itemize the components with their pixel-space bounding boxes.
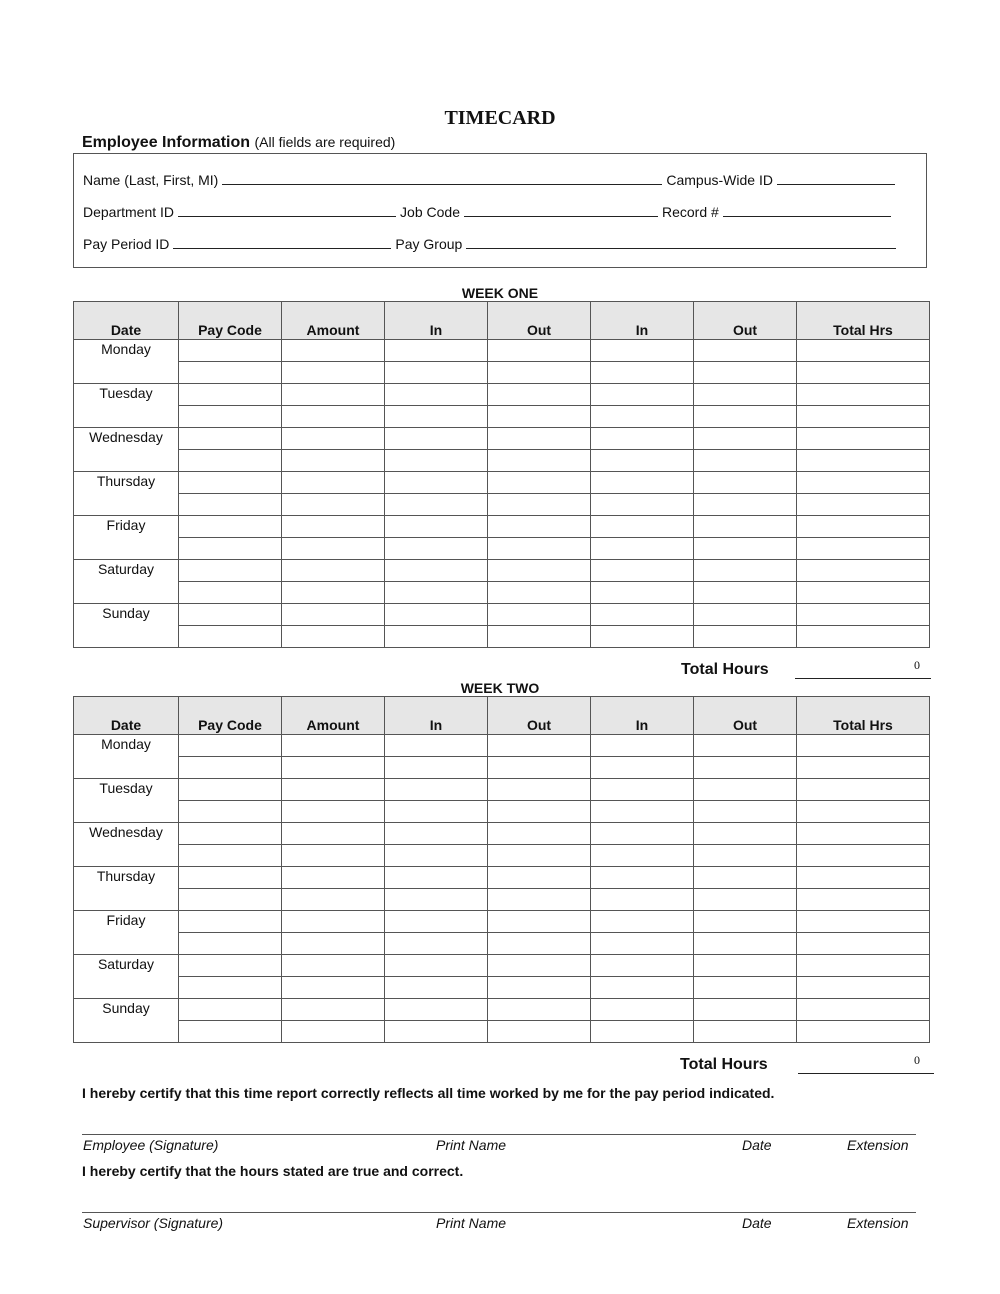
entry-cell[interactable] bbox=[488, 735, 591, 757]
table-row bbox=[74, 362, 930, 384]
record-field[interactable] bbox=[723, 204, 891, 217]
entry-cell[interactable] bbox=[282, 626, 385, 648]
week-two-table bbox=[73, 696, 930, 1043]
entry-cell[interactable] bbox=[797, 472, 930, 494]
table-row bbox=[74, 889, 930, 911]
column-header: Out bbox=[694, 302, 797, 340]
supervisor-date-label: Date bbox=[742, 1215, 772, 1231]
table-row bbox=[74, 406, 930, 428]
entry-cell[interactable] bbox=[488, 867, 591, 889]
column-header: Out bbox=[488, 302, 591, 340]
entry-cell[interactable] bbox=[591, 582, 694, 604]
table-row bbox=[74, 626, 930, 648]
day-label: Saturday bbox=[74, 955, 179, 999]
entry-cell[interactable] bbox=[385, 823, 488, 845]
entry-cell[interactable] bbox=[797, 955, 930, 977]
entry-cell[interactable] bbox=[591, 779, 694, 801]
entry-cell[interactable] bbox=[385, 779, 488, 801]
column-header: In bbox=[385, 697, 488, 735]
table-row bbox=[74, 823, 930, 845]
entry-cell[interactable] bbox=[179, 955, 282, 977]
entry-cell[interactable] bbox=[591, 845, 694, 867]
table-row bbox=[74, 494, 930, 516]
entry-cell[interactable] bbox=[385, 845, 488, 867]
table-row bbox=[74, 911, 930, 933]
entry-cell[interactable] bbox=[385, 604, 488, 626]
supervisor-signature-label: Supervisor (Signature) bbox=[83, 1215, 224, 1231]
entry-cell[interactable] bbox=[694, 582, 797, 604]
entry-cell[interactable] bbox=[179, 340, 282, 362]
job-code-label: Job Code bbox=[400, 204, 460, 220]
employee-date-label: Date bbox=[742, 1137, 772, 1153]
entry-cell[interactable] bbox=[179, 362, 282, 384]
entry-cell[interactable] bbox=[282, 604, 385, 626]
entry-cell[interactable] bbox=[591, 757, 694, 779]
entry-cell[interactable] bbox=[282, 516, 385, 538]
entry-cell[interactable] bbox=[694, 406, 797, 428]
entry-cell[interactable] bbox=[282, 494, 385, 516]
pay-group-label: Pay Group bbox=[395, 236, 463, 252]
entry-cell[interactable] bbox=[694, 494, 797, 516]
employee-signature-label: Employee (Signature) bbox=[83, 1137, 219, 1153]
entry-cell[interactable] bbox=[488, 977, 591, 999]
table-row bbox=[74, 582, 930, 604]
day-label: Wednesday bbox=[74, 823, 179, 867]
column-header: Date bbox=[74, 697, 179, 735]
pay-period-row bbox=[83, 236, 900, 252]
record-label: Record # bbox=[661, 204, 719, 220]
entry-cell[interactable] bbox=[282, 955, 385, 977]
table-row bbox=[74, 867, 930, 889]
entry-cell[interactable] bbox=[797, 779, 930, 801]
entry-cell[interactable] bbox=[488, 604, 591, 626]
entry-cell[interactable] bbox=[282, 538, 385, 560]
entry-cell[interactable] bbox=[591, 362, 694, 384]
entry-cell[interactable] bbox=[488, 626, 591, 648]
entry-cell[interactable] bbox=[385, 977, 488, 999]
entry-cell[interactable] bbox=[282, 428, 385, 450]
column-header: In bbox=[591, 697, 694, 735]
entry-cell[interactable] bbox=[179, 538, 282, 560]
entry-cell[interactable] bbox=[797, 933, 930, 955]
entry-cell[interactable] bbox=[385, 735, 488, 757]
entry-cell[interactable] bbox=[591, 735, 694, 757]
entry-cell[interactable] bbox=[694, 340, 797, 362]
entry-cell[interactable] bbox=[385, 955, 488, 977]
entry-cell[interactable] bbox=[179, 999, 282, 1021]
week-two-title: WEEK TWO bbox=[460, 680, 540, 696]
entry-cell[interactable] bbox=[797, 1021, 930, 1043]
entry-cell[interactable] bbox=[179, 494, 282, 516]
pay-period-id-field[interactable] bbox=[173, 236, 391, 249]
entry-cell[interactable] bbox=[694, 955, 797, 977]
entry-cell[interactable] bbox=[282, 582, 385, 604]
entry-cell[interactable] bbox=[179, 757, 282, 779]
column-header: Total Hrs bbox=[797, 302, 930, 340]
entry-cell[interactable] bbox=[591, 626, 694, 648]
entry-cell[interactable] bbox=[385, 1021, 488, 1043]
entry-cell[interactable] bbox=[282, 1021, 385, 1043]
entry-cell[interactable] bbox=[282, 384, 385, 406]
entry-cell[interactable] bbox=[282, 560, 385, 582]
entry-cell[interactable] bbox=[694, 428, 797, 450]
table-row bbox=[74, 845, 930, 867]
entry-cell[interactable] bbox=[694, 779, 797, 801]
employee-info-heading bbox=[82, 134, 395, 152]
table-row bbox=[74, 977, 930, 999]
entry-cell[interactable] bbox=[179, 977, 282, 999]
entry-cell[interactable] bbox=[488, 911, 591, 933]
entry-cell[interactable] bbox=[694, 933, 797, 955]
entry-cell[interactable] bbox=[179, 801, 282, 823]
entry-cell[interactable] bbox=[385, 560, 488, 582]
entry-cell[interactable] bbox=[282, 845, 385, 867]
entry-cell[interactable] bbox=[488, 999, 591, 1021]
column-header: Amount bbox=[282, 697, 385, 735]
entry-cell[interactable] bbox=[179, 779, 282, 801]
entry-cell[interactable] bbox=[385, 472, 488, 494]
entry-cell[interactable] bbox=[179, 384, 282, 406]
table-row bbox=[74, 933, 930, 955]
entry-cell[interactable] bbox=[179, 450, 282, 472]
day-label: Friday bbox=[74, 911, 179, 955]
entry-cell[interactable] bbox=[694, 362, 797, 384]
column-header: Pay Code bbox=[179, 697, 282, 735]
entry-cell[interactable] bbox=[591, 955, 694, 977]
day-label: Monday bbox=[74, 340, 179, 384]
entry-cell[interactable] bbox=[488, 560, 591, 582]
entry-cell[interactable] bbox=[797, 406, 930, 428]
week-two-total-value: 0 bbox=[914, 1053, 920, 1067]
week-one-table bbox=[73, 301, 930, 648]
entry-cell[interactable] bbox=[282, 823, 385, 845]
entry-cell[interactable] bbox=[488, 779, 591, 801]
employee-info-box bbox=[73, 153, 927, 268]
employee-certification: I hereby certify that this time report correctly reflects all time worked by me for the pay period indicated. bbox=[82, 1085, 775, 1101]
entry-cell[interactable] bbox=[591, 384, 694, 406]
entry-cell[interactable] bbox=[797, 845, 930, 867]
entry-cell[interactable] bbox=[488, 582, 591, 604]
entry-cell[interactable] bbox=[179, 823, 282, 845]
required-note: (All fields are required) bbox=[254, 134, 396, 150]
table-row bbox=[74, 450, 930, 472]
entry-cell[interactable] bbox=[179, 845, 282, 867]
entry-cell[interactable] bbox=[179, 428, 282, 450]
name-row bbox=[83, 172, 899, 188]
entry-cell[interactable] bbox=[282, 472, 385, 494]
entry-cell[interactable] bbox=[797, 823, 930, 845]
week-two-total-label: Total Hours bbox=[680, 1056, 768, 1073]
entry-cell[interactable] bbox=[591, 933, 694, 955]
table-row bbox=[74, 801, 930, 823]
entry-cell[interactable] bbox=[385, 911, 488, 933]
day-label: Tuesday bbox=[74, 384, 179, 428]
entry-cell[interactable] bbox=[591, 450, 694, 472]
entry-cell[interactable] bbox=[591, 867, 694, 889]
entry-cell[interactable] bbox=[385, 757, 488, 779]
pay-period-id-label: Pay Period ID bbox=[83, 236, 170, 252]
week-one-title: WEEK ONE bbox=[461, 285, 539, 301]
entry-cell[interactable] bbox=[488, 801, 591, 823]
table-row bbox=[74, 384, 930, 406]
entry-cell[interactable] bbox=[385, 494, 488, 516]
column-header: Out bbox=[694, 697, 797, 735]
entry-cell[interactable] bbox=[797, 428, 930, 450]
entry-cell[interactable] bbox=[282, 735, 385, 757]
entry-cell[interactable] bbox=[694, 845, 797, 867]
table-row bbox=[74, 779, 930, 801]
entry-cell[interactable] bbox=[282, 801, 385, 823]
table-row bbox=[74, 757, 930, 779]
entry-cell[interactable] bbox=[282, 977, 385, 999]
entry-cell[interactable] bbox=[385, 384, 488, 406]
day-label: Sunday bbox=[74, 604, 179, 648]
entry-cell[interactable] bbox=[591, 999, 694, 1021]
entry-cell[interactable] bbox=[385, 362, 488, 384]
header-row bbox=[74, 302, 930, 340]
entry-cell[interactable] bbox=[385, 538, 488, 560]
entry-cell[interactable] bbox=[179, 604, 282, 626]
entry-cell[interactable] bbox=[694, 867, 797, 889]
day-label: Saturday bbox=[74, 560, 179, 604]
department-row bbox=[83, 204, 895, 220]
day-label: Sunday bbox=[74, 999, 179, 1043]
entry-cell[interactable] bbox=[179, 560, 282, 582]
week-one-total-label: Total Hours bbox=[681, 661, 769, 678]
entry-cell[interactable] bbox=[385, 626, 488, 648]
entry-cell[interactable] bbox=[591, 801, 694, 823]
name-label: Name (Last, First, MI) bbox=[83, 172, 219, 188]
day-label: Friday bbox=[74, 516, 179, 560]
entry-cell[interactable] bbox=[488, 472, 591, 494]
entry-cell[interactable] bbox=[179, 516, 282, 538]
entry-cell[interactable] bbox=[282, 757, 385, 779]
entry-cell[interactable] bbox=[488, 889, 591, 911]
entry-cell[interactable] bbox=[488, 494, 591, 516]
employee-extension-label: Extension bbox=[847, 1137, 909, 1153]
entry-cell[interactable] bbox=[694, 757, 797, 779]
entry-cell[interactable] bbox=[591, 406, 694, 428]
entry-cell[interactable] bbox=[694, 516, 797, 538]
entry-cell[interactable] bbox=[179, 406, 282, 428]
table-row bbox=[74, 472, 930, 494]
table-row bbox=[74, 604, 930, 626]
entry-cell[interactable] bbox=[385, 889, 488, 911]
supervisor-extension-label: Extension bbox=[847, 1215, 909, 1231]
table-row bbox=[74, 560, 930, 582]
entry-cell[interactable] bbox=[488, 516, 591, 538]
entry-cell[interactable] bbox=[385, 406, 488, 428]
entry-cell[interactable] bbox=[179, 889, 282, 911]
entry-cell[interactable] bbox=[694, 911, 797, 933]
entry-cell[interactable] bbox=[488, 428, 591, 450]
entry-cell[interactable] bbox=[591, 538, 694, 560]
entry-cell[interactable] bbox=[797, 362, 930, 384]
employee-info-title: Employee Information bbox=[82, 134, 251, 151]
entry-cell[interactable] bbox=[591, 889, 694, 911]
entry-cell[interactable] bbox=[282, 889, 385, 911]
entry-cell[interactable] bbox=[282, 779, 385, 801]
campus-id-field[interactable] bbox=[777, 172, 895, 185]
entry-cell[interactable] bbox=[179, 867, 282, 889]
entry-cell[interactable] bbox=[385, 933, 488, 955]
entry-cell[interactable] bbox=[694, 977, 797, 999]
entry-cell[interactable] bbox=[797, 735, 930, 757]
entry-cell[interactable] bbox=[797, 757, 930, 779]
entry-cell[interactable] bbox=[797, 889, 930, 911]
table-row bbox=[74, 538, 930, 560]
name-field[interactable] bbox=[222, 172, 662, 185]
entry-cell[interactable] bbox=[694, 735, 797, 757]
entry-cell[interactable] bbox=[797, 516, 930, 538]
table-row bbox=[74, 955, 930, 977]
campus-id-label: Campus-Wide ID bbox=[666, 172, 773, 188]
entry-cell[interactable] bbox=[488, 362, 591, 384]
entry-cell[interactable] bbox=[385, 516, 488, 538]
employee-signature-line[interactable] bbox=[82, 1134, 916, 1135]
entry-cell[interactable] bbox=[797, 494, 930, 516]
entry-cell[interactable] bbox=[591, 911, 694, 933]
entry-cell[interactable] bbox=[694, 1021, 797, 1043]
entry-cell[interactable] bbox=[694, 538, 797, 560]
entry-cell[interactable] bbox=[591, 494, 694, 516]
entry-cell[interactable] bbox=[488, 933, 591, 955]
form-title: TIMECARD bbox=[444, 107, 556, 129]
department-id-field[interactable] bbox=[178, 204, 396, 217]
supervisor-certification: I hereby certify that the hours stated are true and correct. bbox=[82, 1163, 464, 1179]
entry-cell[interactable] bbox=[694, 472, 797, 494]
entry-cell[interactable] bbox=[797, 911, 930, 933]
entry-cell[interactable] bbox=[385, 428, 488, 450]
entry-cell[interactable] bbox=[694, 801, 797, 823]
entry-cell[interactable] bbox=[282, 933, 385, 955]
entry-cell[interactable] bbox=[694, 999, 797, 1021]
day-label: Tuesday bbox=[74, 779, 179, 823]
entry-cell[interactable] bbox=[488, 1021, 591, 1043]
entry-cell[interactable] bbox=[488, 955, 591, 977]
entry-cell[interactable] bbox=[797, 867, 930, 889]
entry-cell[interactable] bbox=[179, 1021, 282, 1043]
column-header: Pay Code bbox=[179, 302, 282, 340]
entry-cell[interactable] bbox=[488, 757, 591, 779]
employee-print-name-label: Print Name bbox=[436, 1137, 507, 1153]
entry-cell[interactable] bbox=[797, 450, 930, 472]
entry-cell[interactable] bbox=[797, 604, 930, 626]
entry-cell[interactable] bbox=[591, 472, 694, 494]
entry-cell[interactable] bbox=[282, 867, 385, 889]
entry-cell[interactable] bbox=[385, 340, 488, 362]
entry-cell[interactable] bbox=[385, 582, 488, 604]
entry-cell[interactable] bbox=[179, 735, 282, 757]
day-label: Wednesday bbox=[74, 428, 179, 472]
department-id-label: Department ID bbox=[83, 204, 175, 220]
entry-cell[interactable] bbox=[797, 340, 930, 362]
table-row bbox=[74, 1021, 930, 1043]
entry-cell[interactable] bbox=[488, 384, 591, 406]
entry-cell[interactable] bbox=[179, 472, 282, 494]
entry-cell[interactable] bbox=[179, 582, 282, 604]
table-row bbox=[74, 340, 930, 362]
job-code-field[interactable] bbox=[464, 204, 658, 217]
table-row bbox=[74, 516, 930, 538]
entry-cell[interactable] bbox=[488, 406, 591, 428]
entry-cell[interactable] bbox=[179, 933, 282, 955]
entry-cell[interactable] bbox=[488, 340, 591, 362]
column-header: Date bbox=[74, 302, 179, 340]
entry-cell[interactable] bbox=[179, 626, 282, 648]
entry-cell[interactable] bbox=[591, 340, 694, 362]
entry-cell[interactable] bbox=[797, 626, 930, 648]
entry-cell[interactable] bbox=[797, 977, 930, 999]
table-row bbox=[74, 428, 930, 450]
entry-cell[interactable] bbox=[591, 560, 694, 582]
entry-cell[interactable] bbox=[179, 911, 282, 933]
entry-cell[interactable] bbox=[385, 999, 488, 1021]
column-header: In bbox=[385, 302, 488, 340]
entry-cell[interactable] bbox=[694, 604, 797, 626]
entry-cell[interactable] bbox=[694, 889, 797, 911]
entry-cell[interactable] bbox=[694, 450, 797, 472]
entry-cell[interactable] bbox=[694, 823, 797, 845]
entry-cell[interactable] bbox=[385, 867, 488, 889]
pay-group-field[interactable] bbox=[466, 236, 896, 249]
column-header: Total Hrs bbox=[797, 697, 930, 735]
entry-cell[interactable] bbox=[797, 582, 930, 604]
day-label: Thursday bbox=[74, 472, 179, 516]
entry-cell[interactable] bbox=[694, 560, 797, 582]
entry-cell[interactable] bbox=[282, 999, 385, 1021]
entry-cell[interactable] bbox=[591, 977, 694, 999]
entry-cell[interactable] bbox=[282, 340, 385, 362]
entry-cell[interactable] bbox=[694, 626, 797, 648]
entry-cell[interactable] bbox=[797, 801, 930, 823]
entry-cell[interactable] bbox=[282, 406, 385, 428]
table-row bbox=[74, 735, 930, 757]
table-row bbox=[74, 999, 930, 1021]
day-label: Monday bbox=[74, 735, 179, 779]
entry-cell[interactable] bbox=[488, 538, 591, 560]
column-header: Out bbox=[488, 697, 591, 735]
week-one-total-value: 0 bbox=[914, 658, 920, 672]
entry-cell[interactable] bbox=[488, 845, 591, 867]
entry-cell[interactable] bbox=[797, 538, 930, 560]
supervisor-print-name-label: Print Name bbox=[436, 1215, 507, 1231]
entry-cell[interactable] bbox=[591, 823, 694, 845]
supervisor-signature-line[interactable] bbox=[82, 1212, 916, 1213]
entry-cell[interactable] bbox=[488, 450, 591, 472]
entry-cell[interactable] bbox=[282, 450, 385, 472]
entry-cell[interactable] bbox=[591, 428, 694, 450]
column-header: In bbox=[591, 302, 694, 340]
entry-cell[interactable] bbox=[385, 801, 488, 823]
entry-cell[interactable] bbox=[591, 604, 694, 626]
entry-cell[interactable] bbox=[591, 1021, 694, 1043]
entry-cell[interactable] bbox=[282, 362, 385, 384]
week-one-total-field[interactable] bbox=[795, 660, 931, 679]
column-header: Amount bbox=[282, 302, 385, 340]
entry-cell[interactable] bbox=[797, 384, 930, 406]
entry-cell[interactable] bbox=[797, 560, 930, 582]
entry-cell[interactable] bbox=[488, 823, 591, 845]
entry-cell[interactable] bbox=[282, 911, 385, 933]
entry-cell[interactable] bbox=[591, 516, 694, 538]
entry-cell[interactable] bbox=[797, 999, 930, 1021]
entry-cell[interactable] bbox=[385, 450, 488, 472]
day-label: Thursday bbox=[74, 867, 179, 911]
entry-cell[interactable] bbox=[694, 384, 797, 406]
header-row bbox=[74, 697, 930, 735]
